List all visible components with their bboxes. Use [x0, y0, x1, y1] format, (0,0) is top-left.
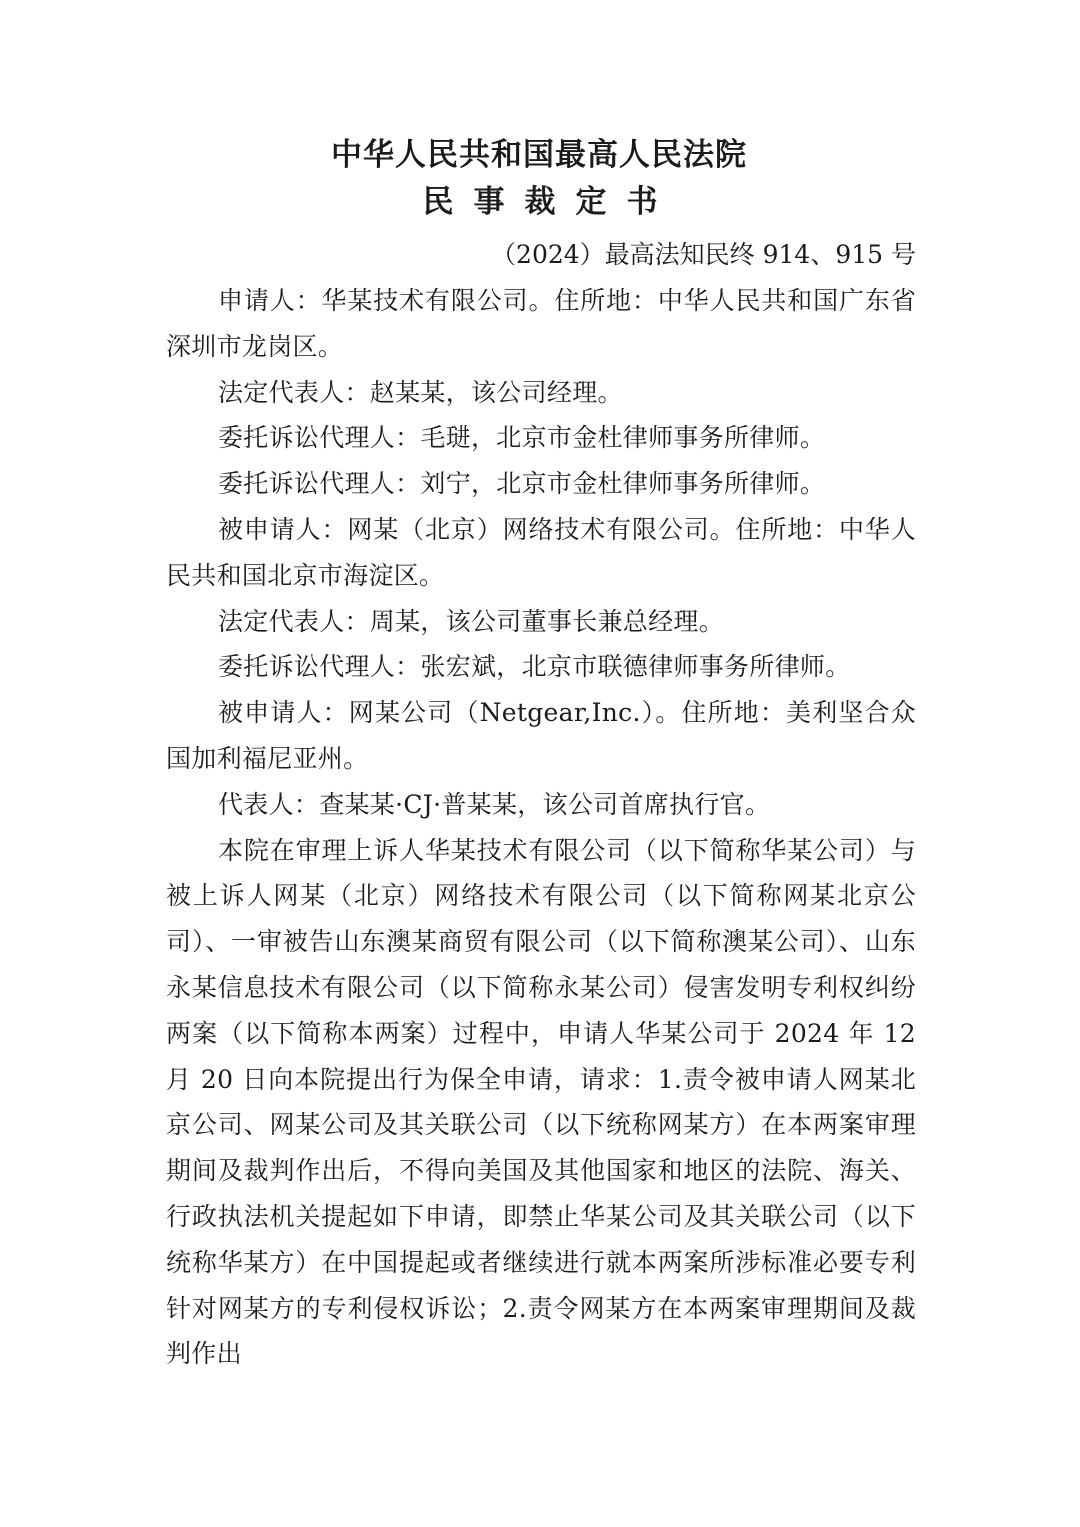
- court-name-heading: 中华人民共和国最高人民法院: [331, 137, 747, 173]
- paragraph-respondent-2-representative: 代表人：查某某·CJ·普某某，该公司首席执行官。: [218, 789, 771, 819]
- document-type-heading: 民事裁定书: [422, 184, 678, 220]
- paragraph-applicant: 申请人：华某技术有限公司。住所地：中华人民共和国广东省深圳市龙岗区。: [166, 286, 916, 361]
- paragraph-respondent-1-agent: 委托诉讼代理人：张宏斌，北京市联德律师事务所律师。: [218, 652, 851, 682]
- paragraph-applicant-agent-2: 委托诉讼代理人：刘宁，北京市金杜律师事务所律师。: [218, 469, 826, 499]
- paragraph-respondent-2: 被申请人：网某公司（Netgear,Inc.）。住所地：美利坚合众国加利福尼亚州。: [166, 698, 916, 773]
- document-page: [166, 132, 916, 1377]
- paragraph-respondent-1-legal-rep: 法定代表人：周某，该公司董事长兼总经理。: [218, 606, 725, 636]
- document-body: [166, 278, 916, 1377]
- paragraph-applicant-legal-rep: 法定代表人：赵某某，该公司经理。: [218, 377, 623, 407]
- paragraph-respondent-1: 被申请人：网某（北京）网络技术有限公司。住所地：中华人民共和国北京市海淀区。: [166, 514, 916, 590]
- paragraph-applicant-agent-1: 委托诉讼代理人：毛琎，北京市金杜律师事务所律师。: [218, 423, 826, 453]
- case-number: （2024）最高法知民终 914、915 号: [491, 240, 916, 269]
- paragraph-case-background: 本院在审理上诉人华某技术有限公司（以下简称华某公司）与被上诉人网某（北京）网络技术有限公司（以下简称网某北京公司）、一审被告山东澳某商贸有限公司（以下简称澳某公司）、山东永某信息技术有限公司（以下简称永某公司）侵害发明专利权纠纷两案（以下简称本两案）过程中，申请人华某公司于 2024 年 12 月 20 日向本院提出行为保全申请，请求：1.责令被申请人网某北京公司、网某公司及其关联公司（以下统称网某方）在本两案审理期间及裁判作出后，不得向美国及其他国家和地区的法院、海关、行政执法机关提起如下申请，即禁止华某公司及其关联公司（以下统称华某方）在中国提起或者继续进行就本两案所涉标准必要专利针对网某方的专利侵权诉讼；2.责令网某方在本两案审理期间及裁判作出: [166, 835, 916, 1369]
